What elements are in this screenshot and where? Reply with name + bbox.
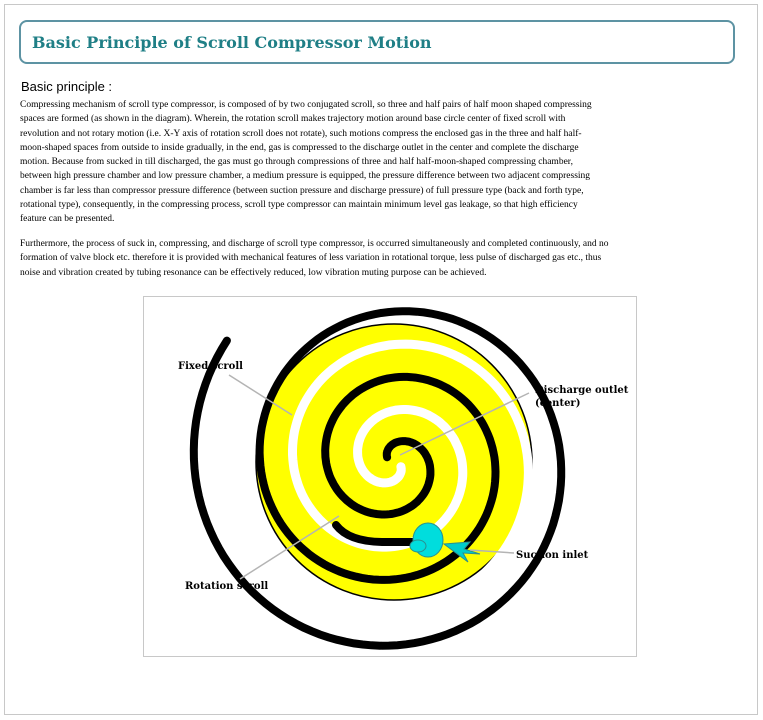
section-heading: Basic principle : <box>21 79 113 94</box>
paragraph-line: noise and vibration created by tubing resonance can be effectively reduced, low vibration muting purpose can be achieved. <box>20 267 487 278</box>
page-title: Basic Principle of Scroll Compressor Motion <box>32 33 432 52</box>
title-box <box>19 20 735 64</box>
paragraph-line: formation of valve block etc. therefore it is provided with mechanical features of less variation in rotational torque, less pulse of discharged gas etc., thus <box>20 253 602 264</box>
label-discharge-center: (center) <box>535 398 581 409</box>
suction-inlet-lobe <box>410 540 426 552</box>
paragraph-line: Compressing mechanism of scroll type compressor, is composed of by two conjugated scroll, so three and half pairs of half moon shaped compressing <box>20 100 592 110</box>
scroll-diagram-svg <box>144 297 638 658</box>
label-suction-inlet: Suction inlet <box>516 550 589 561</box>
paragraph-line: rotational type), consequently, in the compressing process, scroll type compressor can maintain minimum level gas leakage, so that high efficiency <box>20 200 578 211</box>
paragraph-line: revolution and not rotary motion (i.e. X-Y axis of rotation scroll does not rotate), such motions compress the enclosed gas in the three and half half- <box>20 128 582 139</box>
paragraph-line: moon-shaped spaces from outside to inside gradually, in the end, gas is compressed to the discharge outlet in the center and complete the discharge <box>20 142 579 153</box>
label-fixed-scroll: Fixed scroll <box>178 361 243 372</box>
paragraph-line: between high pressure chamber and low pressure chamber, a medium pressure is equipped, the pressure difference between two adjacent compressing <box>20 171 591 182</box>
paragraph-2 <box>20 237 736 280</box>
paragraph-line: feature can be presented. <box>20 214 115 225</box>
label-discharge-outlet: Discharge outlet <box>535 385 629 396</box>
paragraph-line: motion. Because from sucked in till discharged, the gas must go through compressions of three and half half-moon-shaped compressing chamber, <box>20 157 573 168</box>
paragraph-line: spaces are formed (as shown in the diagram). Wherein, the rotation scroll makes trajectory motion around base circle center of fixed scroll with <box>20 114 566 125</box>
paragraph-1 <box>20 98 736 227</box>
scroll-diagram <box>143 296 637 657</box>
paragraph-line: chamber is far less than compressor pressure difference (between suction pressure and discharge pressure) of full pressure type (back and forth type, <box>20 185 584 196</box>
label-rotation-scroll: Rotation scroll <box>185 581 269 592</box>
paragraph-line: Furthermore, the process of suck in, compressing, and discharge of scroll type compressor, is occurred simultaneously and completed continuously, and no <box>20 239 609 249</box>
